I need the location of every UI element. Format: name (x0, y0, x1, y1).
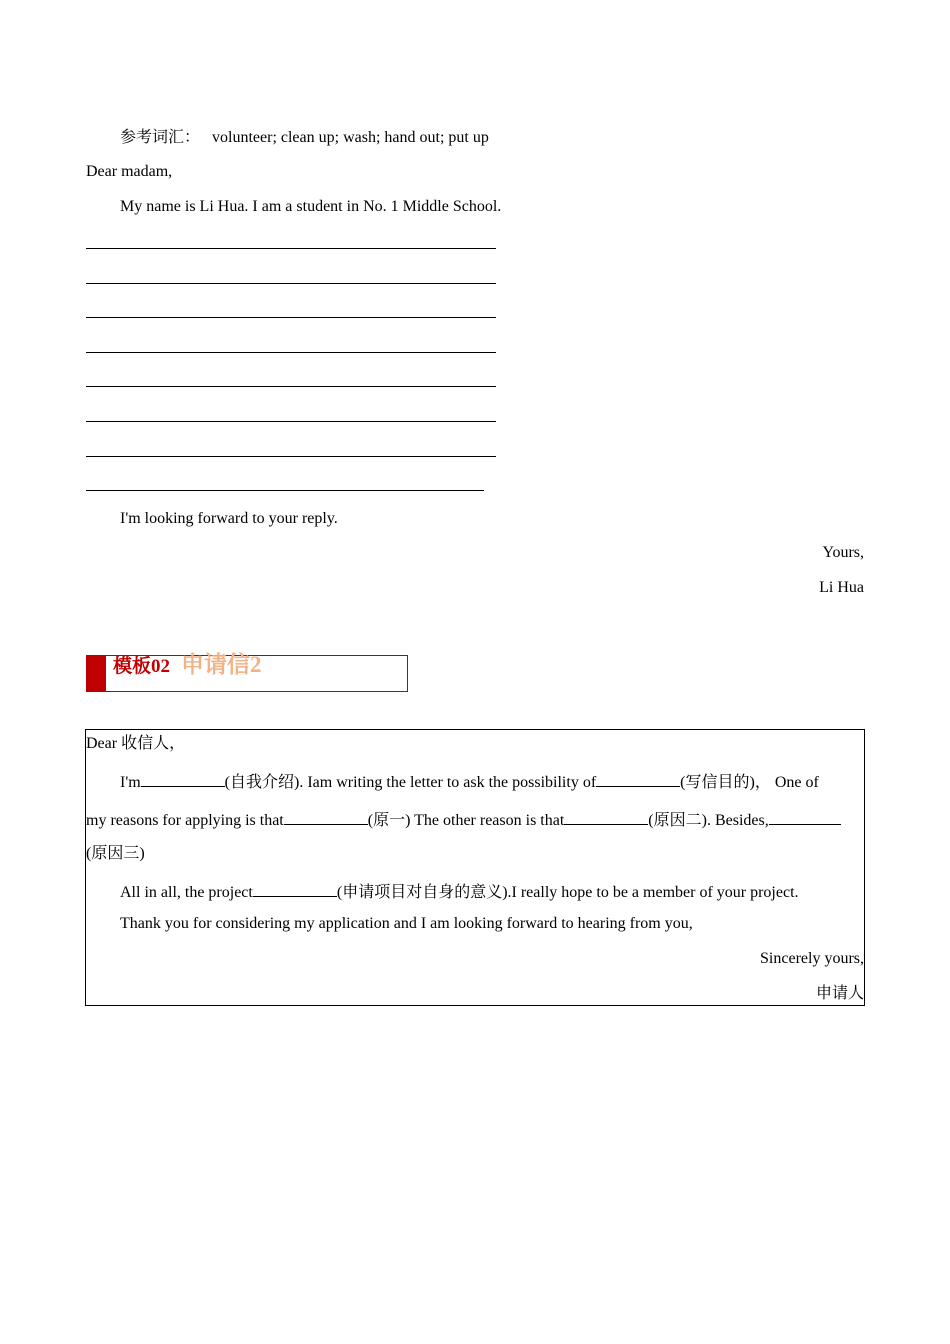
letter1-closing-line: I'm looking forward to your reply. (120, 510, 338, 527)
vocab-words: volunteer; clean up; wash; hand out; put up (212, 129, 489, 146)
template-signoff: Sincerely yours, (760, 950, 864, 967)
template-salutation: Dear 收信人， (86, 735, 186, 752)
vocab-label: 参考词汇： (120, 129, 201, 146)
template-signature: 申请人 (815, 985, 864, 1002)
section-heading (86, 652, 408, 692)
heading-accent-bar (87, 656, 106, 691)
writing-line-7 (86, 456, 496, 457)
writing-line-6 (86, 421, 496, 422)
heading-title: 申请信2 (181, 652, 262, 677)
writing-line-8 (86, 490, 484, 491)
blank-self-intro (141, 769, 225, 787)
letter1-signoff: Yours, (822, 544, 864, 561)
template-paragraph-4: All in all, the project (申请项目对自身的意义).I really hope to be a member of your project. (120, 879, 799, 903)
blank-meaning (253, 879, 337, 897)
blank-purpose (596, 769, 680, 787)
writing-line-2 (86, 283, 496, 284)
template-paragraph-2: my reasons for applying is that (原一) The other reason is that (原因二). Besides, (86, 807, 841, 831)
template-paragraph-1: I'm (自我介绍). Iam writing the letter to ask the possibility of (写信目的)， One of (120, 769, 819, 793)
letter1-signature: Li Hua (819, 579, 864, 596)
writing-line-5 (86, 386, 496, 387)
blank-reason-3 (769, 807, 841, 825)
blank-reason-1 (284, 807, 368, 825)
letter1-salutation: Dear madam, (86, 163, 173, 180)
vocab-line (120, 128, 489, 148)
blank-reason-2 (564, 807, 648, 825)
writing-line-3 (86, 317, 496, 318)
letter1-intro: My name is Li Hua. I am a student in No. 1 Middle School. (120, 198, 502, 215)
writing-line-1 (86, 248, 496, 249)
heading-number: 模板02 (113, 656, 171, 677)
template-box (85, 729, 865, 1006)
writing-line-4 (86, 352, 496, 353)
template-paragraph-3: (原因三) (86, 845, 145, 862)
template-paragraph-5: Thank you for considering my application and I am looking forward to hearing from you, (120, 915, 693, 932)
